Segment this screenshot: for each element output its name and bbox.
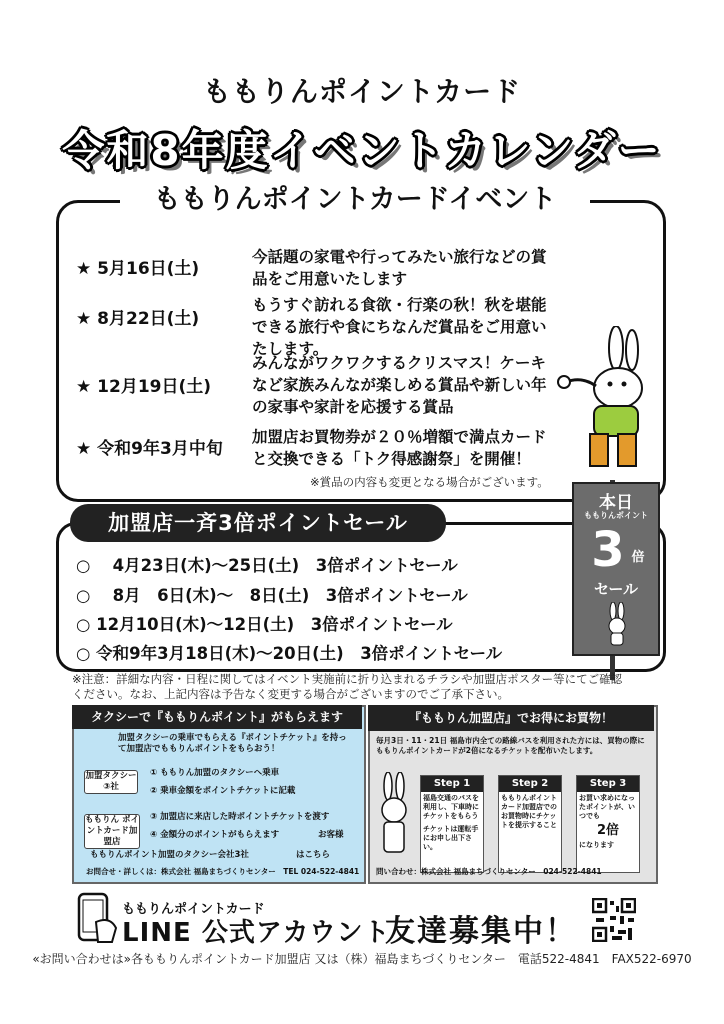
bus-step-2-text: ももりんポイントカード加盟店でのお買物時にチケットを提示すること [501,794,557,829]
caution-note: ※注意：詳細な内容・日程に関してはイベント実施前に折り込まれるチラシや加盟店ポスター等にてご確認ください。なお、上記内容は予告なく変更する場合がございますのでご了承下さい。 [72,672,623,701]
event-desc-1: 今話題の家電や行ってみたい旅行などの賞品をご用意いたします [252,248,547,288]
banner-rabbit-icon [602,602,632,648]
taxi-contact: お問合せ・詳しくは：株式会社 福島まちづくりセンター TEL 024-522-4841 [86,867,360,876]
line-recruit-label: 友達募集中！ [385,914,577,949]
bus-desc: 毎月3日・11・21日 福島市内全ての路線バスを利用された方には、買物の際にももりんポイントカードが2倍になるチケットを配布いたします。 [376,736,645,755]
taxi-step-1: ① ももりん加盟のタクシーへ乗車 [150,768,280,778]
sale-heading: 加盟店一斉3倍ポイントセール [70,504,446,542]
subtitle: ももりんポイントカード [202,75,522,108]
bus-step-3 [576,775,640,873]
bus-contact: 問い合わせ：株式会社 福島まちづくりセンター 024-522-4841 [376,867,602,876]
bus-step-1-text: 福島交通のバスを利用し、下車時にチケットをもらう [423,794,479,820]
sale-item-3: ○ 12月10日(木)～12日(土) 3倍ポイントセール [76,615,453,634]
taxi-lead: 加盟タクシーの乗車でもらえる『ポイントチケット』を持って加盟店でももりんポイントをもらおう！ [118,733,347,754]
taxi-customer: お客様 [318,830,344,840]
taxi-store: ももりん ポイントカード加盟店 [85,815,139,847]
bus-step-1 [420,775,484,873]
taxi-company: 加盟タクシー ③社 [85,771,137,792]
events-note: ※賞品の内容も変更となる場合がございます。 [310,475,549,489]
sale-item-4: ○ 令和9年3月18日(木)～20日(土) 3倍ポイントセール [76,644,503,663]
events-heading: ももりんポイントカードイベント [120,180,590,220]
rabbit-mascot-icon [548,326,648,476]
event-desc-4: 加盟店お買物券が２０％増額で満点カードと交換できる「トク得感謝祭」を開催！ [252,428,547,468]
bus-step-1-ticket: チケットは運転手にお申し出下さい。 [423,825,479,851]
qr-code-icon [592,898,636,942]
footer-contact: «お問い合わせは»各ももりんポイントカード加盟店 又は（株）福島まちづくりセンター 電話522-4841 FAX522-6970 [32,952,692,966]
taxi-step-3: ③ 加盟店に来店した時ポイントチケットを渡す [150,812,330,822]
banner-today: 本日 [599,493,633,513]
bus-step-1-label: Step 1 [421,776,483,792]
sale-item-1: ○ 4月23日(木)～25日(土) 3倍ポイントセール [76,556,458,575]
event-desc-3: みんながワクワクするクリスマス！ケーキなど家族みんなが楽しめる賞品や新しい年の家事や家計を応援する賞品 [252,354,547,416]
taxi-list-title: ももりんポイント加盟のタクシー会社3社 [90,850,249,860]
event-date-3: ★ 12月19日(土) [76,377,212,397]
event-desc-2: もうすぐ訪れる食欲・行楽の秋！秋を堪能できる旅行や食にちなんだ賞品をご用意いたします。 [252,296,547,358]
taxi-step-4: ④ 金額分のポイントがもらえます [150,830,280,840]
taxi-list-here: はこちら [296,850,331,860]
banner-big: 3 [591,522,625,578]
banner-sub: ももりんポイント [584,511,648,520]
bus-step-3-end: になります [579,841,614,849]
bus-step-3-big: 2倍 [596,823,620,838]
bus-step-2 [498,775,562,873]
bus-step-3-label: Step 3 [577,776,639,792]
taxi-step-2: ② 乗車金額をポイントチケットに記載 [150,786,296,796]
page-title: 令和8年度イベントカレンダー [62,126,662,175]
event-date-2: ★ 8月22日(土) [76,309,200,329]
sale-item-2: ○ 8月 6日(木)～ 8日(土) 3倍ポイントセール [76,586,468,605]
banner-times: 倍 [631,550,645,565]
line-account-label: LINE 公式アカウント [122,918,391,948]
smartphone-icon [76,892,118,944]
bus-rabbit-icon [374,772,414,862]
sale-banner [572,482,660,656]
event-date-1: ★ 5月16日(土) [76,259,200,279]
bus-step-3-text: お買い求めになったポイントが、いつでも [579,794,635,820]
bus-panel-head: 『ももりん加盟店』でお得にお買物！ [368,705,654,731]
taxi-panel-head: タクシーで『ももりんポイント』がもらえます [72,705,362,729]
banner-sale: セール [593,580,639,598]
event-date-4: ★ 令和9年3月中旬 [76,439,223,459]
bus-step-2-label: Step 2 [499,776,561,792]
line-card-label: ももりんポイントカード [122,902,265,917]
